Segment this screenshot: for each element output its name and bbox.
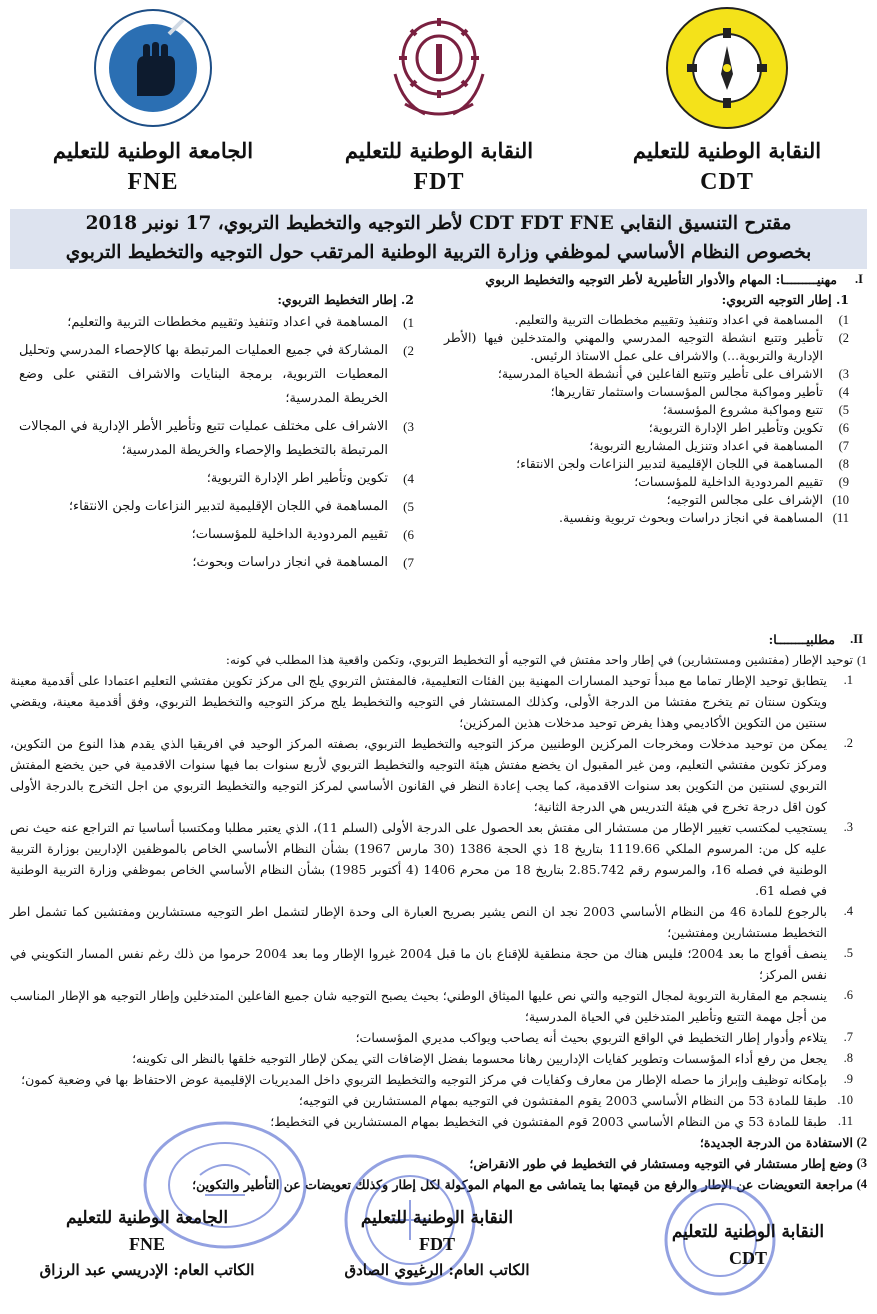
list-item: 4) تكوين وتأطير اطر الإدارة التربوية؛ <box>206 471 414 486</box>
fne-signature-abbr: FNE <box>129 1234 165 1254</box>
planning-title: 2. إطار التخطيط التربوي: <box>277 292 414 307</box>
list-item: 9. بإمكانه توظيف وإبراز ما حصله الإطار من معارف وكفايات في مركز التوجيه والتخطيط التربوي داخل المديريات الإقليمية عوض الاحتفاظ بها في وضعية كمون؛ <box>21 1072 853 1087</box>
fdt-header <box>309 4 569 196</box>
list-item: 3. يستجيب لمكتسب تغيير الإطار من مستشار الى مفتش بعد الحصول على الدرجة الأولى (السلم 11)، الذي يعتبر مطلبا ومكتسبا أساسيا تم التراجع عنه حيث نص عليه كل من: المرسوم الملكي 1119.66 بتاريخ 18 ذي الحجة 1386 (30 مارس 1967) بشأن النظام الأساسي الخاص بالموظفين الإداريين بوزارة التربية الوطنية في فصله 16، والمرسوم رقم 2.85.742 بتاريخ 18 من محرم 1406 (4 أكتوبر 1985) بشأن النظام الأساسي الخاص بموظفي وزارة التربية الوطنية في فصله 61. <box>10 820 853 898</box>
list-item: 3) الاشراف على مختلف عمليات تتبع وتأطير الأطر الإدارية في المجالات المرتبطة بالتخطيط والإحصاء والخريطة المدرسية؛ <box>19 419 414 458</box>
fdt-signature <box>287 1208 587 1279</box>
list-item: 9) تقييم المردودية الداخلية للمؤسسات؛ <box>634 474 849 489</box>
document-title <box>10 209 867 269</box>
list-item: 6) تقييم المردودية الداخلية للمؤسسات؛ <box>191 527 414 542</box>
fne-logo <box>89 4 217 132</box>
fdt-abbr: FDT <box>413 169 465 195</box>
list-item: 2. يمكن من توحيد مدخلات ومخرجات المركزين الوطنيين مركز التوجيه والتخطيط التربوي، بصفته المركز الوحيد في افريقيا الذي يقدم هذا النوع من التكوين، ومركز تكوين مفتشي التعليم، ومن غير المقبول ان يخضع مفتش هيئة التوجيه والتخطيط التربوي لأربع سنوات بما فيها سنوات الاقدمية في حين يخضع المفتش التربوي لسنتين من التكوين بعد سنوات الاقدمية، كما يجب إعادة النظر في القانون الأساسي لمركز التوجيه والتخطيط التربوي من اجل التخرج بالدرجة الأولى كون اقل درجة تخرج في هيئة التدريس هي الدرجة الثانية؛ <box>10 736 853 814</box>
cdt-name: النقابة الوطنية للتعليم <box>632 138 822 163</box>
fne-header <box>23 4 283 196</box>
fne-name: الجامعة الوطنية للتعليم <box>52 138 254 163</box>
list-item: 3) وضع إطار مستشار في التوجيه ومستشار في التخطيط في طور الانقراض؛ <box>469 1156 867 1171</box>
list-item: 4) تأطير ومواكبة مجالس المؤسسات واستثمار تقاريرها؛ <box>550 384 849 399</box>
cdt-signature <box>643 1222 853 1269</box>
fdt-secretary: الكاتب العام: الرغيوي الصادق <box>344 1261 530 1279</box>
section-2-number: II. <box>850 632 863 646</box>
list-item: 8) المساهمة في اللجان الإقليمية لتدبير النزاعات ولجن الانتقاء؛ <box>516 456 849 471</box>
list-item: 6. ينسجم مع المقاربة التربوية لمجال التوجيه والتي نص عليها الميثاق الوطني؛ بحيث يصبح التوجيه شان جميع الفاعلين المتدخلين وإطار التوجيه هو الإطار المناسب من أجل مهمة التتبع وتأطير المتدخلين في الحياة المدرسية؛ <box>10 988 853 1024</box>
list-item: 1) المساهمة في اعداد وتنفيذ وتقييم مخططات التربية والتعليم. <box>514 312 849 327</box>
list-item: 10. طبقا للمادة 53 من النظام الأساسي 2003 يقوم المفتشون في التوجيه بمهام المستشارين في التوجيه؛ <box>298 1093 853 1108</box>
cdt-abbr: CDT <box>700 169 754 195</box>
list-item: 1. يتطابق توحيد الإطار تماما مع مبدأ توحيد المسارات المهنية بين الفئات التعليمية، فالمفتش التربوي يلج الى مركز تكوين مفتشي التعليم اعتمادا على أقدمية معينة ويتكون سنتان تم يتخرج مفتشا من الدرجة الأولى، وكذلك المستشار في التوجيه والتخطيط يلج مركز التوجيه والتخطيط التربوي، وفق أقدمية معينة، ويقضي سنتين من التكوين الأكاديمي وهذا يفرض توحيد مدخلات هذين المركزين؛ <box>10 673 853 730</box>
cdt-logo <box>663 4 791 132</box>
demand-main: 1) توحيد الإطار (مفتشين ومستشارين) في إطار واحد مفتش في التوجيه أو التخطيط التربوي، وتكمن واقعية هذا المطلب في كونه: <box>225 653 867 667</box>
title-line-2: بخصوص النظام الأساسي لموظفي وزارة التربية الوطنية المرتقب حول التوجيه والتخطيط التربوي <box>65 242 812 263</box>
cdt-signature-abbr: CDT <box>728 1248 767 1268</box>
list-item: 8. يجعل من رفع أداء المؤسسات وتطوير كفايات الإداريين رهانا محسوما بفضل الإضافات التي يمكن لإطار التوجيه خلقها بالنظر الى تكوينه؛ <box>132 1051 853 1066</box>
cdt-header <box>597 4 857 196</box>
guidance-list <box>444 311 849 527</box>
fdt-name: النقابة الوطنية للتعليم <box>344 138 534 163</box>
list-item: 2) تأطير وتتبع انشطة التوجيه المدرسي والمهني والمتدخلين فيها (الأطر الإدارية والتربوية...) والاشراف على عمل الاستاذ الرئيس. <box>444 330 849 363</box>
fdt-signature-name: النقابة الوطنية للتعليم <box>360 1208 514 1228</box>
list-item: 5. ينصف أفواج ما بعد 2004؛ فليس هناك من حجة منطقية للإقناع بان ما قبل 2004 غيروا الإطار وما بعد 2004 حرموا من ذلك رغم نفس المسار التكويني في نفس المركز؛ <box>10 946 853 982</box>
list-item: 10) الإشراف على مجالس التوجيه؛ <box>666 492 849 507</box>
list-item: 4) مراجعة التعويضات عن الإطار والرفع من قيمتها بما يتماشى مع المهام الموكولة لكل إطار وكذلك تعويضات عن التأطير والتكوين؛ <box>192 1177 867 1192</box>
list-item: 11) المساهمة في انجاز دراسات وبحوث تربوية ونفسية. <box>559 510 849 525</box>
fdt-logo <box>375 4 503 132</box>
fne-secretary: الكاتب العام: الإدريسي عبد الرزاق <box>39 1261 255 1279</box>
list-item: 2) الاستفادة من الدرجة الجديدة؛ <box>699 1135 867 1150</box>
list-item: 7) المساهمة في اعداد وتنزيل المشاريع التربوية؛ <box>589 438 849 453</box>
list-item: 6) تكوين وتأطير اطر الإدارة التربوية؛ <box>648 420 849 435</box>
fne-signature <box>7 1208 287 1279</box>
fne-abbr: FNE <box>127 169 179 195</box>
section-1-number: I. <box>855 272 863 286</box>
demands-section <box>10 652 867 1195</box>
guidance-title: 1. إطار التوجيه التربوي: <box>721 292 849 307</box>
list-item: 1) المساهمة في اعداد وتنفيذ وتقييم مخططات التربية والتعليم؛ <box>67 315 414 330</box>
planning-column <box>19 292 414 579</box>
guidance-column <box>444 292 849 527</box>
list-item: 5) تتبع ومواكبة مشروع المؤسسة؛ <box>662 402 849 417</box>
list-item: 2) المشاركة في جميع العمليات المرتبطة بها كالإحصاء المدرسي وتحليل المعطيات التربوية، برمجة البنايات والاشراف التقني على وضع الخريطة المدرسية؛ <box>19 343 414 406</box>
planning-list <box>19 311 414 575</box>
section-1-heading: مهنيـــــــــا: المهام والأدوار التأطيرية لأطر التوجيه والتخطيط الربوي <box>485 272 837 287</box>
header-logos <box>0 0 877 210</box>
list-item: 3) الاشراف على تأطير وتتبع الفاعلين في أنشطة الحياة المدرسية؛ <box>497 366 849 381</box>
list-item: 7) المساهمة في انجاز دراسات وبحوث؛ <box>192 555 414 570</box>
cdt-signature-name: النقابة الوطنية للتعليم <box>671 1222 825 1242</box>
list-item: 7. يتلاءم وأدوار إطار التخطيط في الواقع التربوي بحيث أنه يصاحب ويواكب مديري المؤسسات؛ <box>355 1030 853 1045</box>
section-2-heading: مطلبيــــــــا: <box>768 632 835 647</box>
list-item: 4. بالرجوع للمادة 46 من النظام الأساسي 2003 نجد ان النص يشير بصريح العبارة الى وحدة الإطار لتشمل اطر التوجيه مستشارين ومفتشين كما تشمل اطر التخطيط مستشارين ومفتشين؛ <box>10 904 853 940</box>
fne-signature-name: الجامعة الوطنية للتعليم <box>65 1208 229 1228</box>
list-item: 11. طبقا للمادة 53 ي من النظام الأساسي 2003 قوم المفتشون في التخطيط بمهام المستشارين في التخطيط؛ <box>270 1114 853 1129</box>
title-line-1: مقترح التنسيق النقابي CDT FDT FNE لأطر التوجيه والتخطيط التربوي، 17 نونبر 2018 <box>85 213 792 234</box>
fdt-signature-abbr: FDT <box>419 1234 455 1254</box>
list-item: 5) المساهمة في اللجان الإقليمية لتدبير النزاعات ولجن الانتقاء؛ <box>68 499 414 514</box>
demand-reasons-list <box>10 670 867 1132</box>
